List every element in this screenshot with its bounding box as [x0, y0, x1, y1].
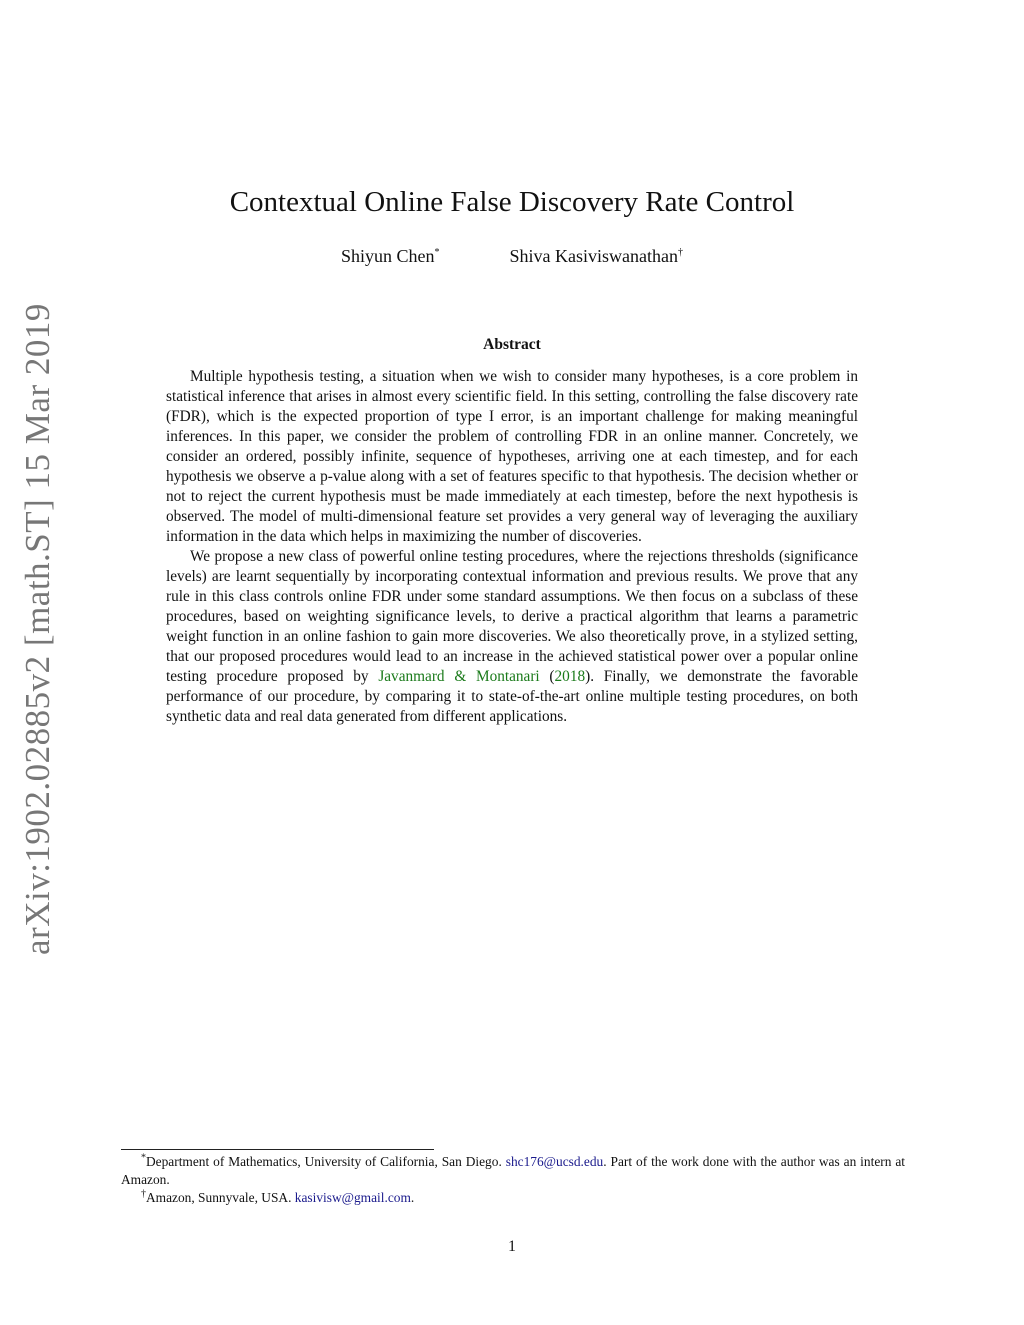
- author-name: Shiyun Chen: [341, 246, 435, 266]
- abstract-paragraph-2: [166, 547, 858, 727]
- citation-open-paren: (: [539, 668, 555, 685]
- author-1: [341, 244, 440, 268]
- author-name: Shiva Kasiviswanathan: [509, 246, 678, 266]
- arxiv-identifier-stamp: arXiv:1902.02885v2 [math.ST] 15 Mar 2019: [18, 303, 57, 955]
- paragraph-text: ). Finally, we demonstrate the favorable performance of our procedure, by comparing it to state-of-the-art online multiple testing procedures, on both synthetic data and real data generated from different applications.: [166, 668, 858, 725]
- footnote-text: Amazon, Sunnyvale, USA.: [146, 1190, 295, 1205]
- paragraph-text: We propose a new class of powerful online testing procedures, where the rejections thresholds (significance levels) are learnt sequentially by incorporating contextual information and previous results. We prove that any rule in this class controls online FDR under some standard assumptions. We then focus on a subclass of these procedures, based on weighting significance levels, to derive a practical algorithm that learns a parametric weight function in an online fashion to gain more discoveries. We also theoretically prove, in a stylized setting, that our proposed procedures would lead to an increase in the achieved statistical power over a popular online testing procedure proposed by: [166, 548, 858, 685]
- email-link[interactable]: kasivisw@gmail.com: [294, 1190, 411, 1205]
- footnote-2: [121, 1189, 905, 1207]
- citation-year-link[interactable]: 2018: [554, 668, 586, 685]
- footnote-text: Department of Mathematics, University of California, San Diego.: [146, 1154, 506, 1169]
- paper-title: Contextual Online False Discovery Rate Control: [229, 186, 795, 218]
- author-list: [0, 244, 1024, 268]
- footnote-1: [121, 1153, 905, 1189]
- footnotes: [121, 1153, 905, 1207]
- footnote-mark: *: [141, 1152, 146, 1164]
- author-footnote-mark: †: [677, 247, 683, 258]
- footnote-text: . Part of the work done with the author was an intern at Amazon.: [121, 1154, 906, 1187]
- author-footnote-mark: *: [434, 247, 440, 258]
- email-link[interactable]: shc176@ucsd.edu: [505, 1154, 604, 1169]
- footnote-divider: [121, 1149, 434, 1150]
- author-2: [510, 244, 683, 268]
- abstract-body: [166, 367, 858, 727]
- abstract-paragraph-1: Multiple hypothesis testing, a situation when we wish to consider many hypotheses, is a core problem in statistical inference that arises in almost every scientific field. In this setting, controlling the false discovery rate (FDR), which is the expected proportion of type I error, is an important challenge for making meaningful inferences. In this paper, we consider the problem of controlling FDR in an online manner. Concretely, we consider an ordered, possibly infinite, sequence of hypotheses, arriving one at each timestep, and for each hypothesis we observe a p-value along with a set of features specific to that hypothesis. The decision whether or not to reject the current hypothesis must be made immediately at each timestep, before the next hypothesis is observed. The model of multi-dimensional feature set provides a very general way of leveraging the auxiliary information in the data which helps in maximizing the number of discoveries.: [166, 368, 858, 545]
- page-number: 1: [508, 1238, 516, 1255]
- footnote-text: .: [410, 1190, 415, 1205]
- footnote-mark: †: [141, 1188, 146, 1200]
- citation-authors-link[interactable]: Javanmard & Montanari: [378, 668, 540, 685]
- abstract-heading: Abstract: [483, 336, 541, 353]
